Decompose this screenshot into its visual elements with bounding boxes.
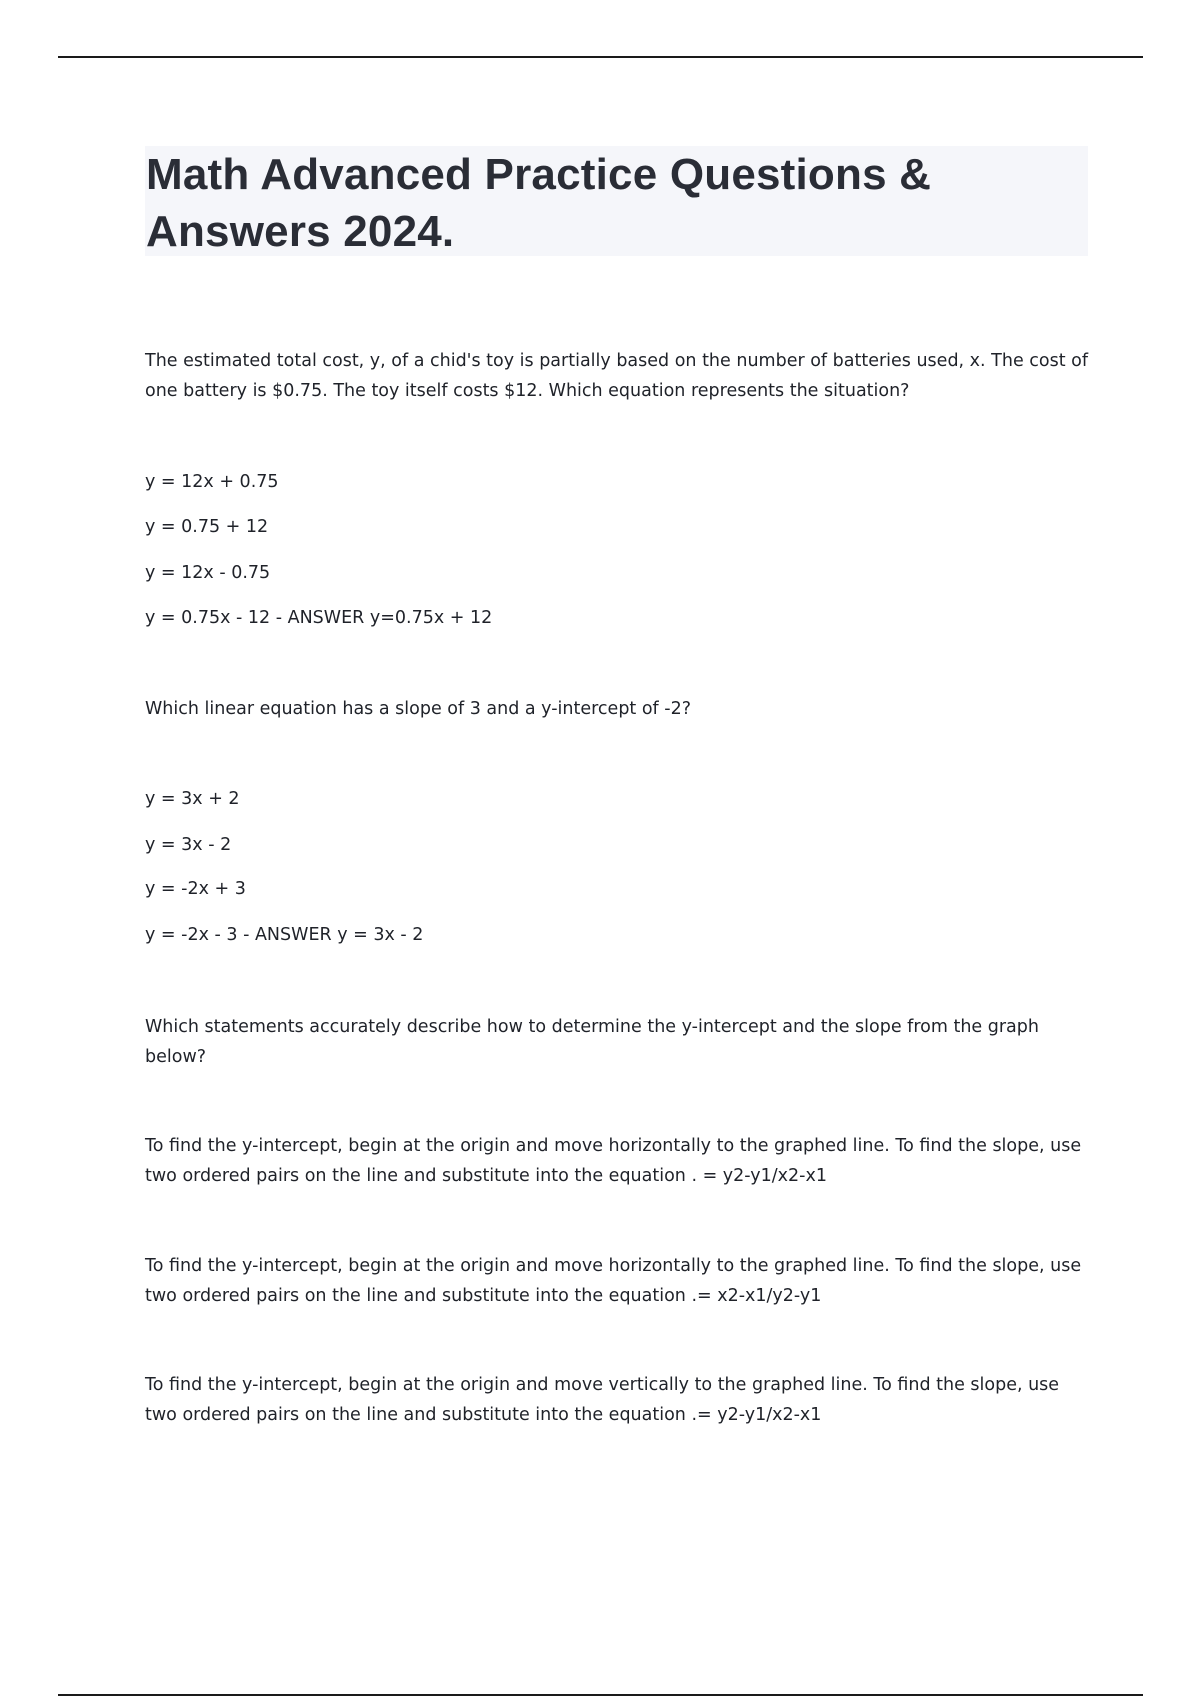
question-2-option-4: y = -2x - 3 - ANSWER y = 3x - 2 — [145, 925, 424, 945]
question-3-option-1: To find the y-intercept, begin at the origin and move horizontally to the graphed line. To find the slope, use two ordered pairs on the line and substitute into the equation . = y2-y1/x2-x1 — [145, 1136, 1082, 1186]
question-2-option-2: y = 3x - 2 — [145, 835, 232, 855]
question-2-option-1: y = 3x + 2 — [145, 789, 240, 809]
question-3-prompt: Which statements accurately describe how to determine the y-intercept and the slope from the graph below? — [145, 1017, 1039, 1067]
question-2-option-3: y = -2x + 3 — [145, 879, 246, 899]
page-title: Math Advanced Practice Questions & Answers 2024. — [146, 150, 932, 256]
question-1-option-1: y = 12x + 0.75 — [145, 472, 279, 492]
question-3-option-3: To find the y-intercept, begin at the origin and move vertically to the graphed line. To find the slope, use two ordered pairs on the line and substitute into the equation .= y2-y1/x2-x1 — [145, 1375, 1060, 1425]
question-1-option-3: y = 12x - 0.75 — [145, 563, 271, 583]
question-2-prompt: Which linear equation has a slope of 3 and a y-intercept of -2? — [145, 699, 692, 719]
top-rule — [58, 56, 1143, 58]
bottom-rule — [58, 1694, 1143, 1696]
question-1-prompt: The estimated total cost, y, of a chid's toy is partially based on the number of batteries used, x. The cost of one battery is $0.75. The toy itself costs $12. Which equation represents the situation? — [145, 351, 1089, 401]
question-1-option-4: y = 0.75x - 12 - ANSWER y=0.75x + 12 — [145, 608, 493, 628]
question-3-option-2: To find the y-intercept, begin at the origin and move horizontally to the graphed line. To find the slope, use two ordered pairs on the line and substitute into the equation .= x2-x1/y2-y1 — [145, 1256, 1082, 1306]
question-1-option-2: y = 0.75 + 12 — [145, 517, 269, 537]
